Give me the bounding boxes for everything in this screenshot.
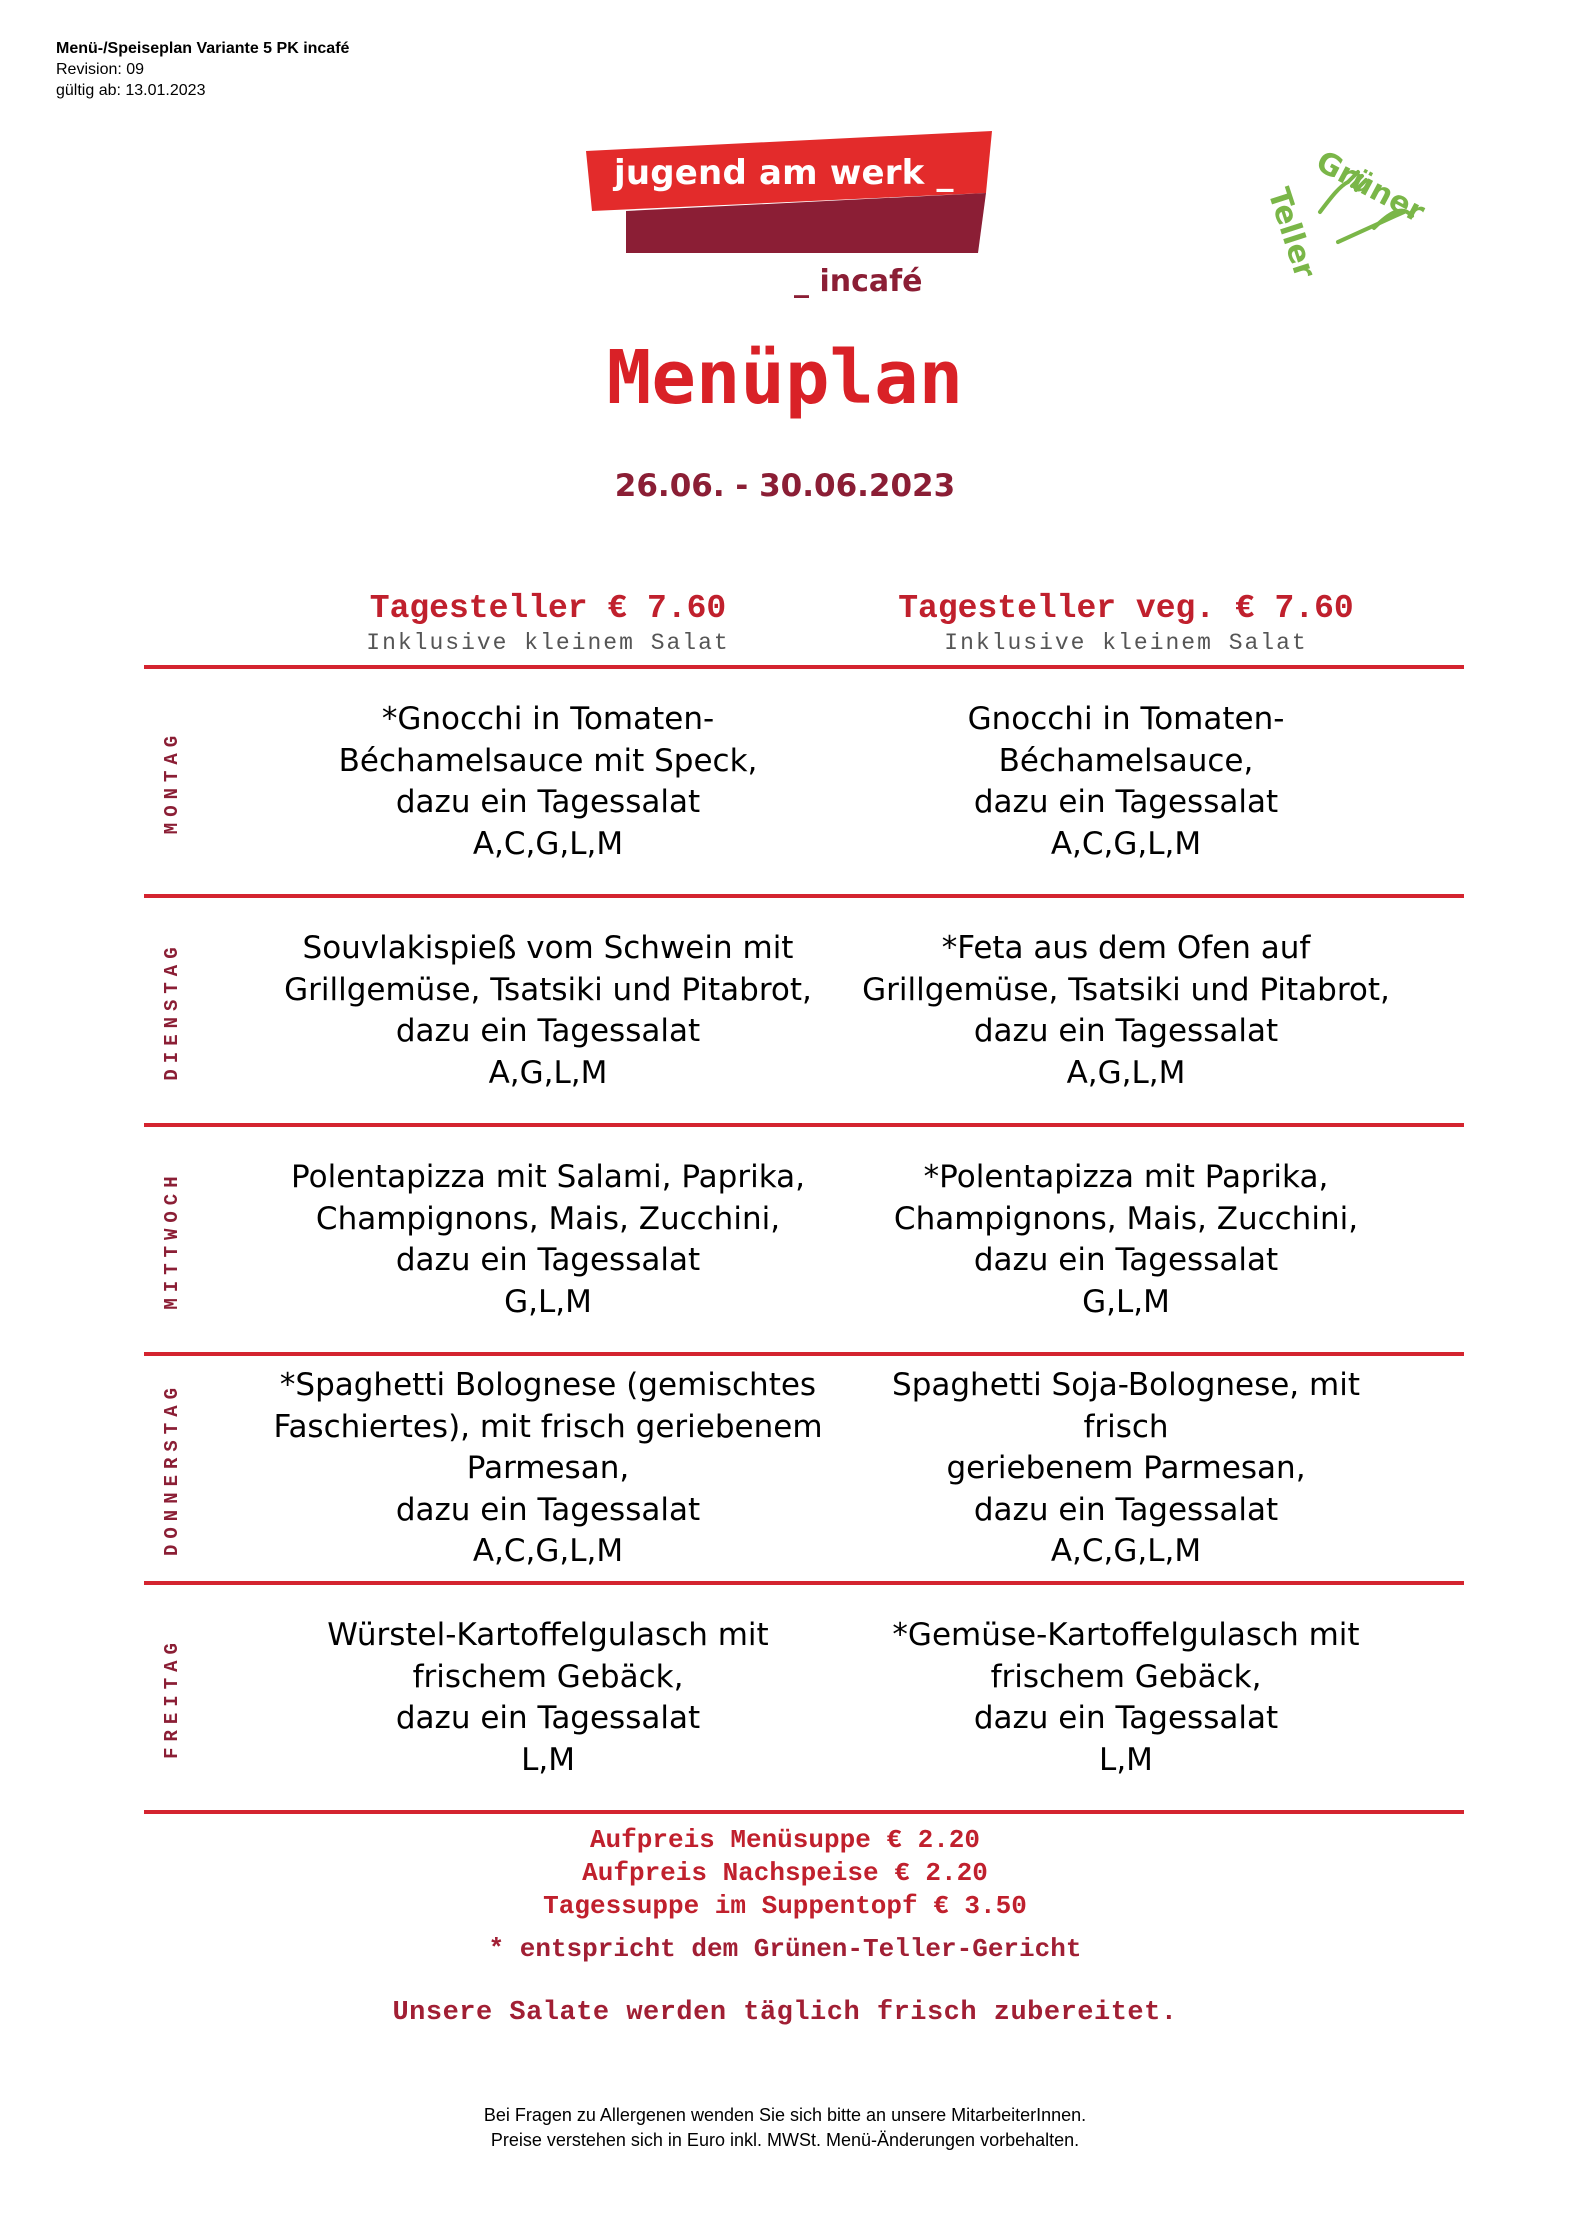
- brand-name: jugend am werk _: [614, 153, 954, 193]
- dish-meat: *Gnocchi in Tomaten- Béchamelsauce mit Speck, dazu ein Tagessalat A,C,G,L,M: [338, 701, 758, 862]
- column-heading-veg: [846, 590, 1406, 658]
- gruener-teller-badge: [1260, 132, 1431, 283]
- gruener-teller-note: * entspricht dem Grünen-Teller-Gericht: [488, 1934, 1082, 1964]
- document-meta: [56, 38, 349, 101]
- badge-line-2: Teller: [1260, 183, 1323, 283]
- incafe-logo-text: _ incafé: [794, 264, 923, 299]
- menu-row-tuesday: [144, 898, 1464, 1124]
- column-title-veg: Tagesteller veg. € 7.60: [898, 590, 1354, 627]
- column-subtitle-meat: Inklusive kleinem Salat: [366, 630, 730, 656]
- dish-veg: *Feta aus dem Ofen auf Grillgemüse, Tsatsiki und Pitabrot, dazu ein Tagessalat A,G,L,M: [862, 930, 1390, 1091]
- menu-row-wednesday: [144, 1127, 1464, 1353]
- valid-from: gültig ab: 13.01.2023: [56, 82, 206, 99]
- dish-meat: *Spaghetti Bolognese (gemischtes Faschiertes), mit frisch geriebenem Parmesan, dazu ein Tagessalat A,C,G,L,M: [273, 1367, 823, 1570]
- surcharge-item: Aufpreis Menüsuppe € 2.20: [589, 1825, 981, 1855]
- surcharge-item: Aufpreis Nachspeise € 2.20: [582, 1858, 988, 1888]
- column-subtitle-veg: Inklusive kleinem Salat: [944, 630, 1308, 656]
- page-title: Menüplan: [606, 335, 964, 421]
- menu-row-thursday: [144, 1356, 1464, 1582]
- day-label: DONNERSTAG: [161, 1381, 183, 1557]
- menu-row-monday: [144, 669, 1464, 895]
- revision: Revision: 09: [56, 61, 145, 78]
- footer-line: Bei Fragen zu Allergenen wenden Sie sich bitte an unsere MitarbeiterInnen.: [483, 2105, 1087, 2125]
- badge-line-1: Grüner: [1310, 144, 1431, 231]
- day-label: DIENSTAG: [161, 941, 183, 1081]
- day-label: MONTAG: [161, 729, 183, 835]
- day-label: FREITAG: [161, 1637, 183, 1759]
- dish-meat: Souvlakispieß vom Schwein mit Grillgemüse, Tsatsiki und Pitabrot, dazu ein Tagessalat A,G,L,M: [284, 930, 812, 1091]
- dish-veg: *Gemüse-Kartoffelgulasch mit frischem Gebäck, dazu ein Tagessalat L,M: [892, 1617, 1360, 1778]
- dish-veg: Gnocchi in Tomaten- Béchamelsauce, dazu ein Tagessalat A,C,G,L,M: [967, 701, 1285, 862]
- surcharge-list: [0, 1824, 1570, 1923]
- dish-veg: Spaghetti Soja-Bolognese, mit frisch geriebenem Parmesan, dazu ein Tagessalat A,C,G,L,M: [892, 1367, 1360, 1570]
- dish-veg: *Polentapizza mit Paprika, Champignons, Mais, Zucchini, dazu ein Tagessalat G,L,M: [893, 1159, 1359, 1320]
- column-heading-meat: [268, 590, 828, 658]
- dish-meat: Würstel-Kartoffelgulasch mit frischem Gebäck, dazu ein Tagessalat L,M: [327, 1617, 769, 1778]
- footer: [0, 2103, 1570, 2153]
- day-label: MITTWOCH: [161, 1170, 183, 1310]
- footer-line: Preise verstehen sich in Euro inkl. MWSt. Menü-Änderungen vorbehalten.: [490, 2130, 1080, 2150]
- salad-note: Unsere Salate werden täglich frisch zubereitet.: [392, 1998, 1178, 2028]
- column-title-meat: Tagesteller € 7.60: [369, 590, 727, 627]
- surcharge-item: Tagessuppe im Suppentopf € 3.50: [543, 1891, 1027, 1921]
- dish-meat: Polentapizza mit Salami, Paprika, Champignons, Mais, Zucchini, dazu ein Tagessalat G,L,M: [291, 1159, 805, 1320]
- jugend-am-werk-logo: [586, 131, 992, 215]
- menu-row-friday: [144, 1585, 1464, 1811]
- document-title: Menü-/Speiseplan Variante 5 PK incafé: [56, 40, 350, 57]
- date-range: 26.06. - 30.06.2023: [614, 468, 956, 504]
